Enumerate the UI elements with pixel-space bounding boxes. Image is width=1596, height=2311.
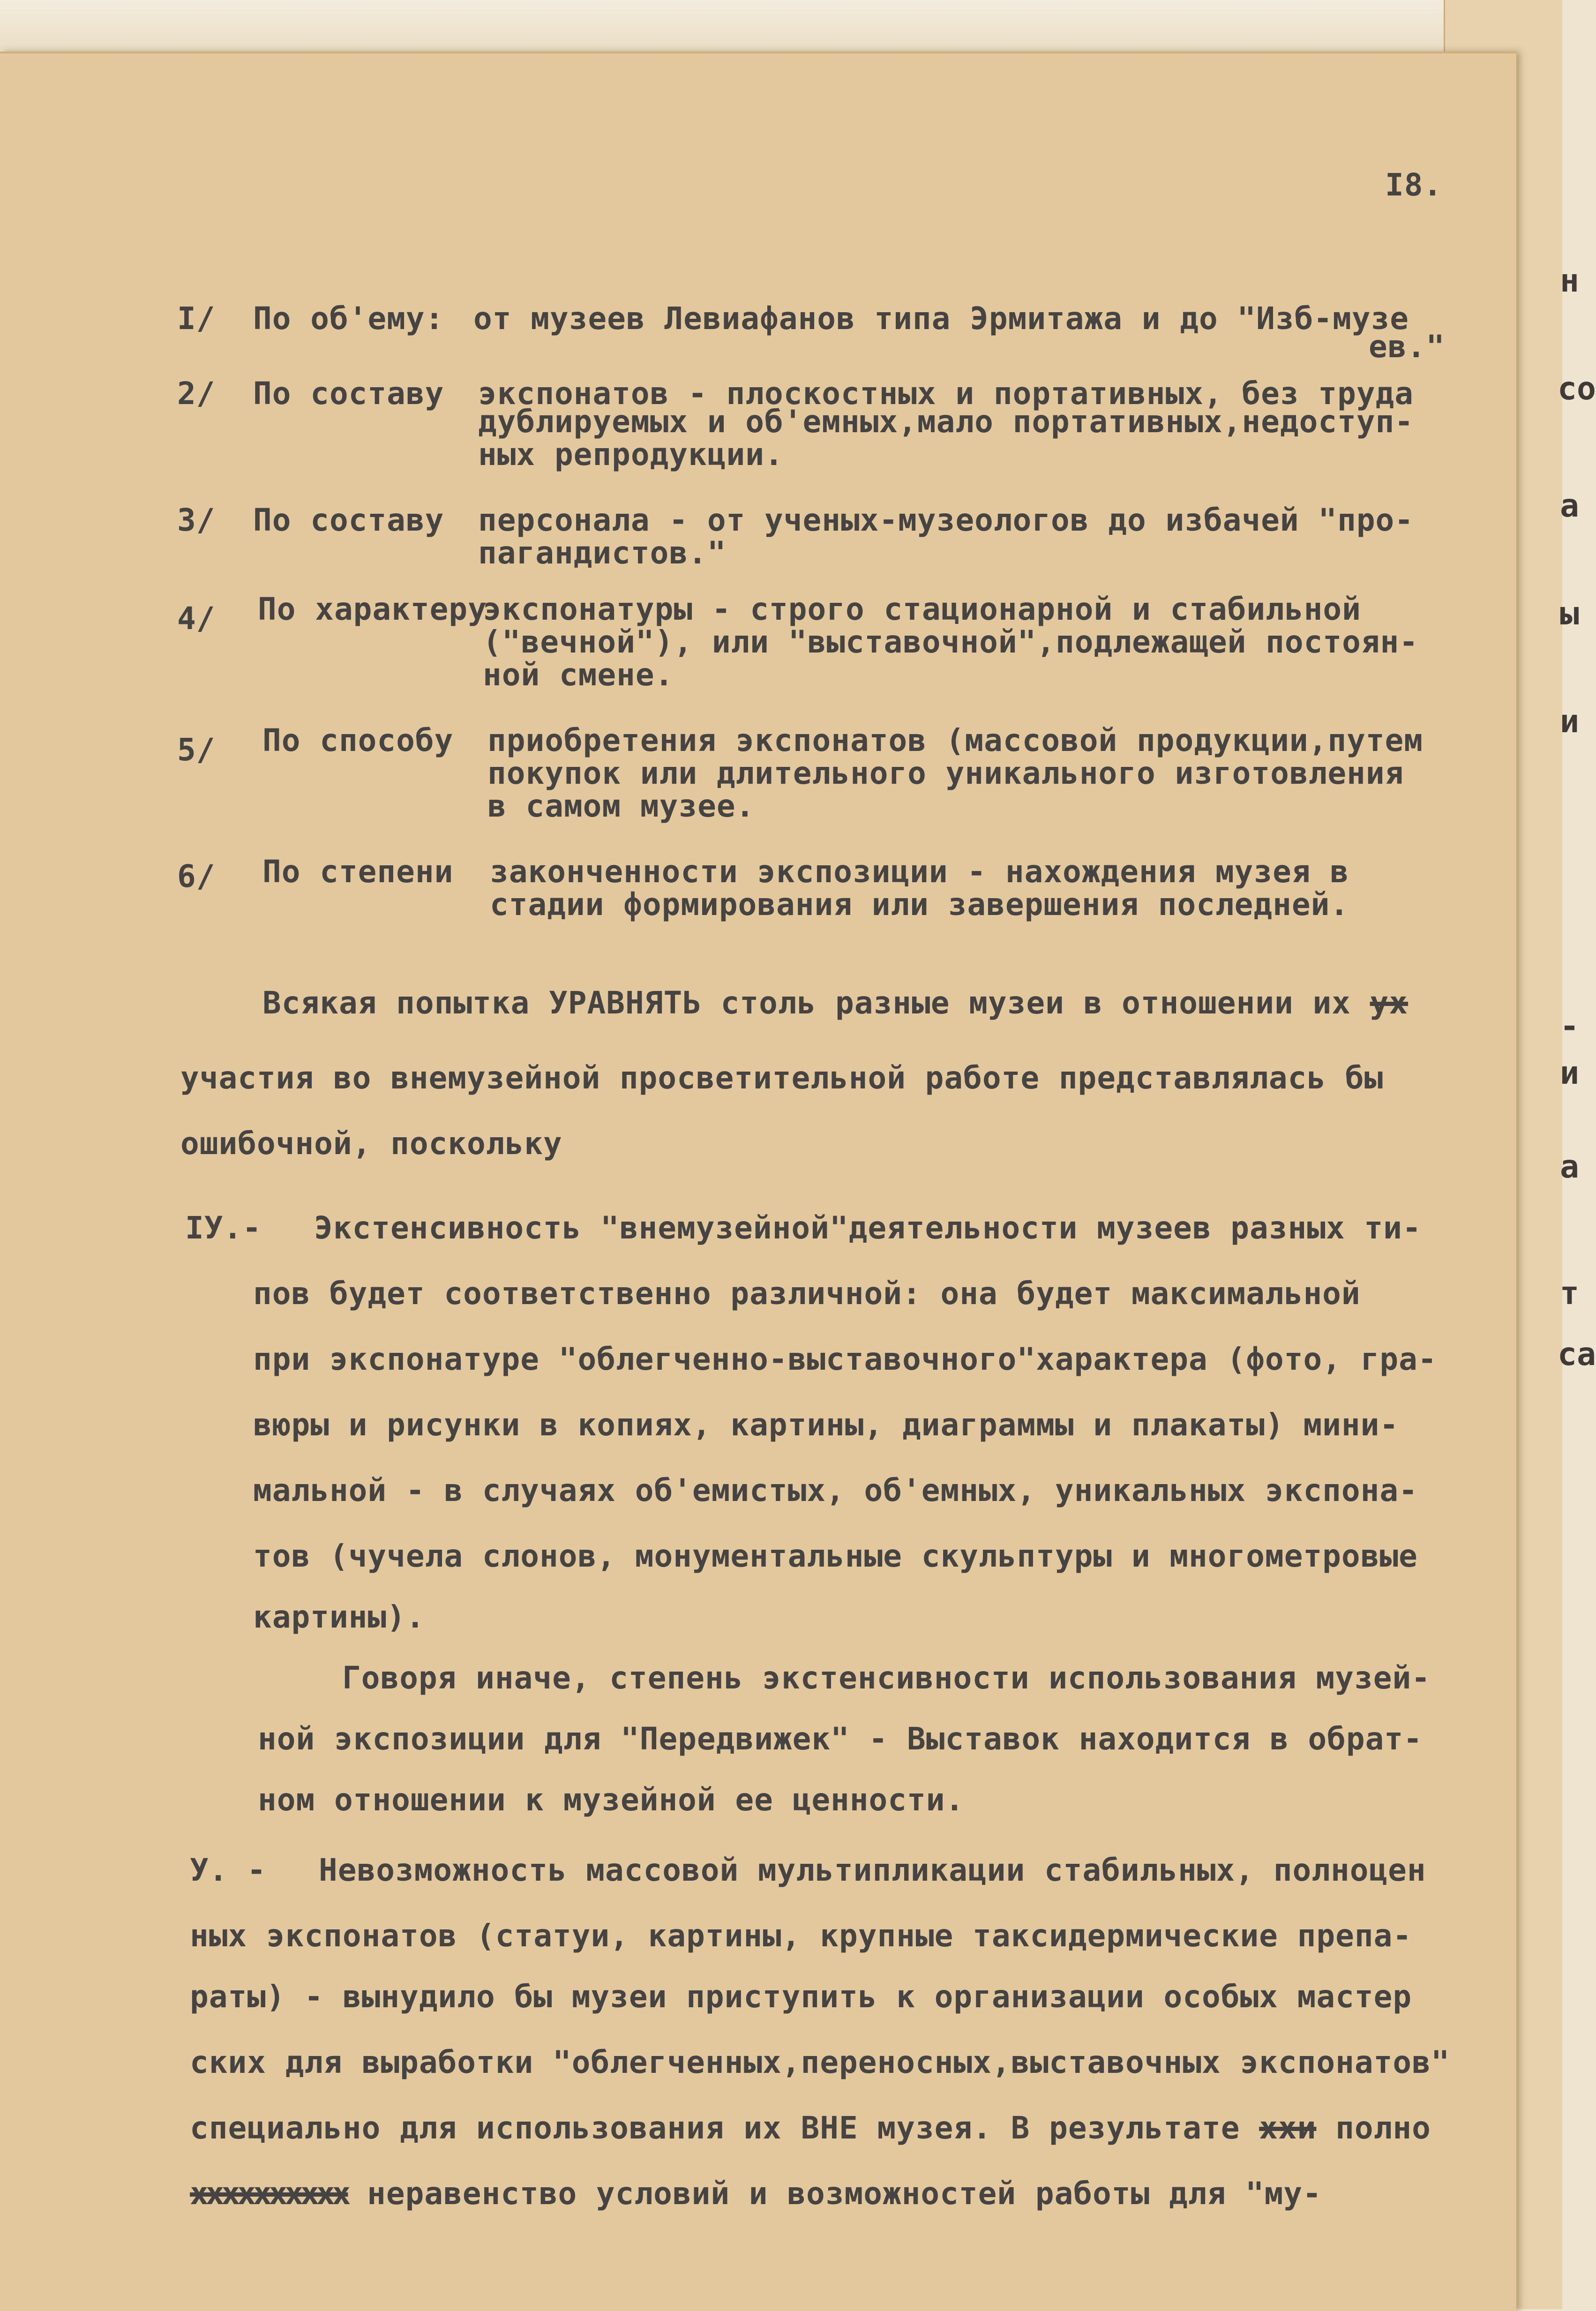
list-item-number: 5/: [177, 732, 216, 768]
paragraph-line: Всякая попытка УРАВНЯТЬ столь разные музеи в отношении их ух: [262, 985, 1409, 1021]
section-line: тов (чучела слонов, монументальные скульптуры и многометровые: [253, 1538, 1418, 1574]
list-item-number: I/: [177, 300, 216, 337]
edge-letter: со: [1558, 370, 1596, 407]
list-item-line: покупок или длительного уникального изготовления: [487, 755, 1404, 791]
paragraph-line: ном отношении к музейной ее ценности.: [258, 1782, 965, 1818]
list-item-line: пагандистов.": [478, 535, 727, 571]
list-item-lead: По способу: [262, 722, 454, 758]
paragraph-line: ошибочной, поскольку: [180, 1125, 562, 1162]
section-label: IУ.-: [185, 1210, 262, 1246]
paragraph-line: ной экспозиции для "Передвижек" - Выставок находится в обрат-: [258, 1721, 1423, 1757]
edge-letter: са: [1558, 1336, 1596, 1373]
section-line: Невозможность массовой мультипликации стабильных, полноцен: [319, 1852, 1426, 1888]
list-item-lead: По об'ему:: [253, 300, 444, 337]
edge-letter: и: [1560, 1055, 1579, 1092]
list-item-lead: По степени: [262, 854, 454, 890]
edge-letter: -: [1560, 1008, 1579, 1045]
struck-text: ххи: [1259, 2110, 1317, 2146]
edge-letter: т: [1560, 1275, 1579, 1312]
section-line: ских для выработки "облегченных,переносных,выставочных экспонатов": [190, 2044, 1450, 2080]
list-item-line: ("вечной"), или "выставочной",подлежащей постоян-: [483, 624, 1419, 660]
section-line: вюры и рисунки в копиях, картины, диаграммы и плакаты) мини-: [253, 1407, 1399, 1443]
edge-letter: ы: [1560, 595, 1579, 632]
paragraph-line: Говоря иначе, степень экстенсивности использования музей-: [342, 1660, 1431, 1696]
section-line: специально для использования их ВНЕ музея. В результате ххи полно: [190, 2110, 1431, 2146]
list-item-number: 6/: [177, 858, 216, 894]
list-item-number: 4/: [177, 600, 216, 637]
list-item-line: от музеев Левиафанов типа Эрмитажа и до "Изб-музе: [473, 300, 1409, 337]
list-item-line: стадии формирования или завершения последней.: [490, 886, 1349, 923]
list-item-lead: По составу: [253, 375, 444, 412]
struck-text: хххххххххх: [190, 2176, 348, 2212]
section-line: при экспонатуре "облегченно-выставочного"характера (фото, гра-: [253, 1341, 1437, 1377]
edge-letter: н: [1560, 263, 1579, 300]
back-paper-top: [0, 0, 1561, 56]
list-item-line: дублируемых и об'емных,мало портативных,недоступ-: [478, 404, 1414, 440]
list-item-line: персонала - от ученых-музеологов до избачей "про-: [478, 502, 1414, 538]
section-line: ных экспонатов (статуи, картины, крупные таксидермические препа-: [190, 1918, 1412, 1954]
list-item-line: экспонатов - плоскостных и портативных, без труда: [478, 375, 1414, 412]
list-item-line: ной смене.: [483, 657, 674, 693]
section-line: мальной - в случаях об'емистых, об'емных, уникальных экспона-: [253, 1472, 1418, 1508]
section-line: пов будет соответственно различной: она будет максимальной: [253, 1276, 1361, 1312]
section-label: У. -: [190, 1852, 266, 1888]
section-line: хххххххххх неравенство условий и возможностей работы для "му-: [190, 2176, 1322, 2212]
list-item-number: 3/: [177, 502, 216, 538]
edge-letter: а: [1560, 488, 1579, 525]
struck-text: ух: [1370, 985, 1409, 1021]
list-item-line: законченности экспозиции - нахождения музея в: [490, 854, 1349, 890]
section-line: Экстенсивность "внемузейной"деятельности музеев разных ти-: [314, 1210, 1422, 1246]
list-item-line: ных репродукции.: [478, 436, 784, 473]
list-item-line: экспонатуры - строго стационарной и стабильной: [483, 591, 1361, 627]
section-line: раты) - вынудило бы музеи приступить к организации особых мастер: [190, 1979, 1412, 2015]
list-item-line: приобретения экспонатов (массовой продукции,путем: [487, 722, 1424, 758]
list-item-lead: По составу: [253, 502, 444, 538]
section-line: картины).: [253, 1599, 425, 1635]
list-item-number: 2/: [177, 375, 216, 412]
edge-letter: а: [1560, 1148, 1579, 1186]
list-item-lead: По характеру: [258, 591, 487, 627]
list-item-line: в самом музее.: [487, 788, 755, 824]
edge-letter: и: [1560, 703, 1579, 740]
paragraph-line: участия во внемузейной просветительной работе представлялась бы: [180, 1060, 1384, 1096]
page-number: I8.: [1385, 167, 1443, 203]
list-item-line: ев.": [1369, 329, 1445, 365]
